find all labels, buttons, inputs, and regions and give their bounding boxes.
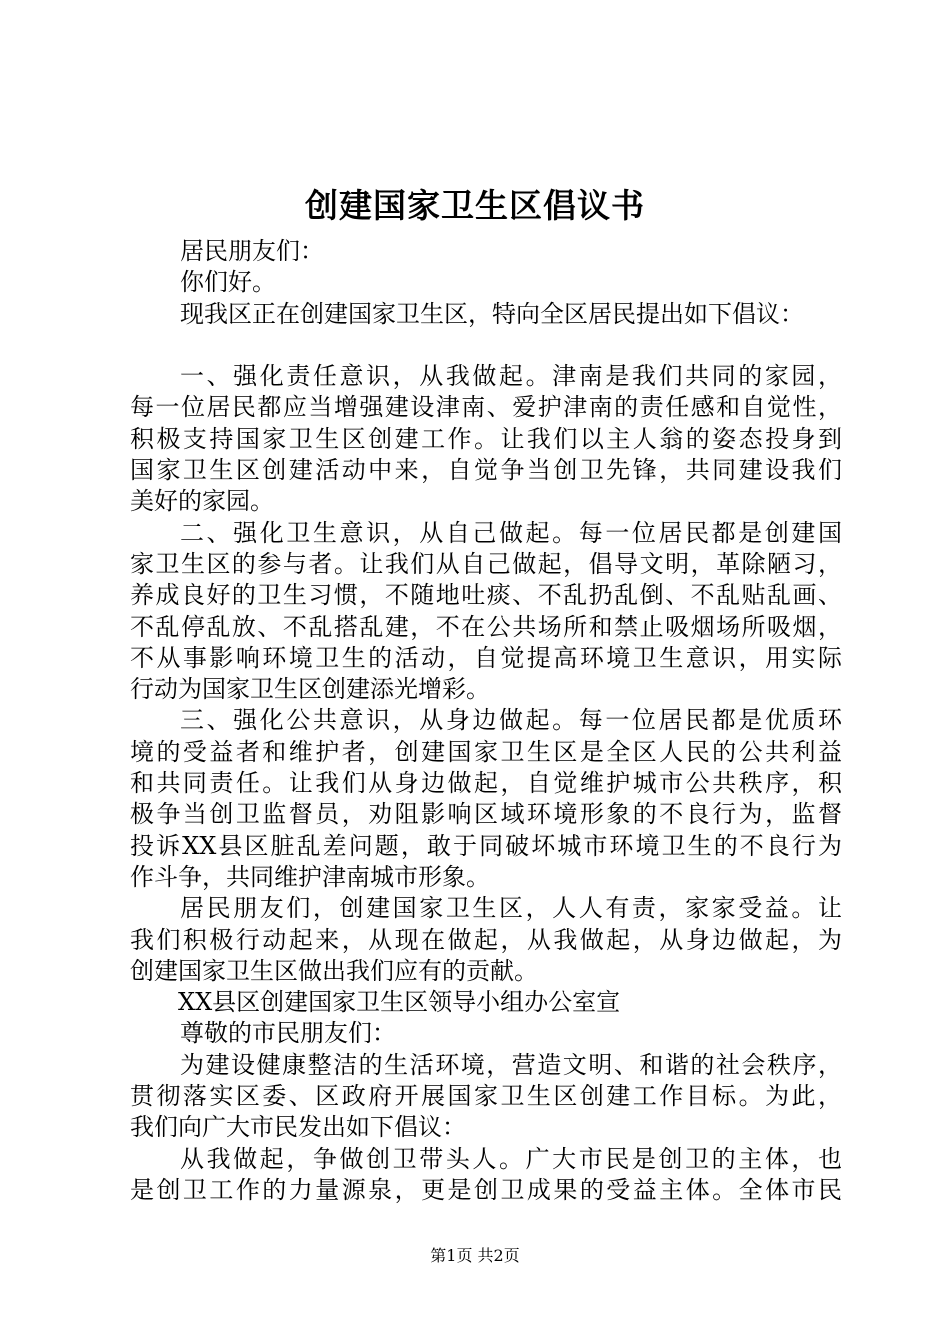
paragraph-3-line: 三、强化公共意识，从身边做起。每一位居民都是优质环 [180, 706, 842, 735]
paragraph-1-line: 一、强化责任意识，从我做起。津南是我们共同的家园， [180, 362, 842, 391]
paragraph-3-line: 投诉XX县区脏乱差问题，敢于同破坏城市环境卫生的不良行为 [130, 831, 842, 860]
paragraph-4-line: 居民朋友们，创建国家卫生区，人人有责，家家受益。让 [180, 894, 842, 923]
document-title: 创建国家卫生区倡议书 [305, 186, 645, 225]
paragraph-1-line: 美好的家园。 [130, 487, 274, 516]
paragraph-4-line: 我们积极行动起来，从现在做起，从我做起，从身边做起，为 [130, 925, 842, 954]
paragraph-2-line: 养成良好的卫生习惯，不随地吐痰、不乱扔乱倒、不乱贴乱画、 [130, 581, 842, 610]
page-footer: 第1页 共2页 [430, 1246, 520, 1265]
paragraph-2-line: 不乱停乱放、不乱搭乱建，不在公共场所和禁止吸烟场所吸烟， [130, 612, 842, 641]
salutation: 居民朋友们： [180, 237, 324, 265]
paragraph-5-line: 为建设健康整洁的生活环境，营造文明、和谐的社会秩序， [180, 1050, 842, 1079]
paragraph-2-line: 行动为国家卫生区创建添光增彩。 [130, 675, 490, 704]
greeting: 你们好。 [180, 268, 276, 297]
paragraph-1-line: 每一位居民都应当增强建设津南、爱护津南的责任感和自觉性， [130, 393, 842, 422]
paragraph-3-line: 和共同责任。让我们从身边做起，自觉维护城市公共秩序，积 [130, 769, 842, 798]
document-body [130, 236, 842, 1206]
paragraph-2-line: 家卫生区的参与者。让我们从自己做起，倡导文明，革除陋习， [130, 549, 842, 578]
paragraph-4-line: 创建国家卫生区做出我们应有的贡献。 [130, 956, 538, 985]
paragraph-3-line: 极争当创卫监督员，劝阻影响区域环境形象的不良行为，监督 [130, 800, 842, 829]
paragraph-3-line: 境的受益者和维护者，创建国家卫生区是全区人民的公共利益 [130, 737, 842, 766]
paragraph-6-line: 从我做起，争做创卫带头人。广大市民是创卫的主体，也 [180, 1144, 842, 1173]
blank-line [130, 330, 842, 361]
paragraph-2-line: 不从事影响环境卫生的活动，自觉提高环境卫生意识，用实际 [130, 643, 842, 672]
paragraph-3-line: 作斗争，共同维护津南城市形象。 [130, 862, 490, 891]
paragraph-5-line: 我们向广大市民发出如下倡议： [130, 1113, 466, 1142]
second-salutation: 尊敬的市民朋友们： [180, 1019, 396, 1048]
paragraph-2-line: 二、强化卫生意识，从自己做起。每一位居民都是创建国 [180, 518, 842, 547]
signature-line: XX县区创建国家卫生区领导小组办公室宣 [178, 988, 621, 1017]
paragraph-5-line: 贯彻落实区委、区政府开展国家卫生区创建工作目标。为此， [130, 1082, 842, 1111]
intro-line: 现我区正在创建国家卫生区，特向全区居民提出如下倡议： [180, 299, 804, 328]
paragraph-1-line: 积极支持国家卫生区创建工作。让我们以主人翁的姿态投身到 [130, 424, 842, 453]
paragraph-1-line: 国家卫生区创建活动中来，自觉争当创卫先锋，共同建设我们 [130, 456, 842, 485]
paragraph-6-line: 是创卫工作的力量源泉，更是创卫成果的受益主体。全体市民 [130, 1175, 842, 1204]
